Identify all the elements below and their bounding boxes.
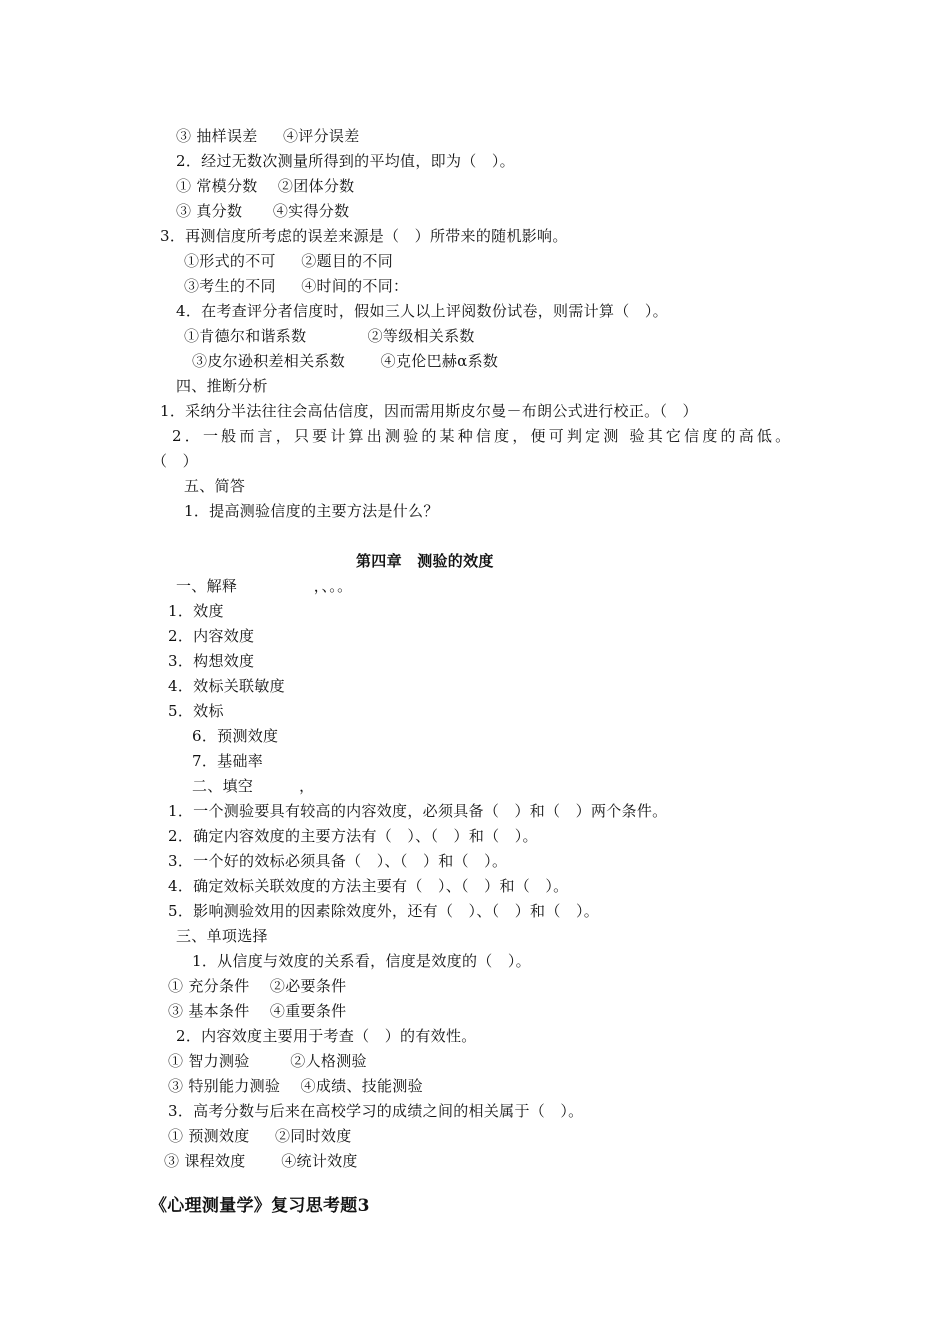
question-text: 4．在考查评分者信度时，假如三人以上评阅数份试卷，则需计算（ ）。 [176,302,668,320]
choice-options: ③ 抽样误差 ④评分误差 [176,127,360,145]
choice-options: ①形式的不可 ②题目的不同 [184,252,394,270]
question-text: 2．经过无数次测量所得到的平均值，即为（ ）。 [176,152,515,170]
document-title: 《心理测量学》复习思考题3 [150,1196,370,1216]
list-item: 2．内容效度 [168,627,255,645]
question-text: 1．采纳分半法往往会高估信度，因而需用斯皮尔曼－布朗公式进行校正。（ ） [160,402,698,420]
choice-options: ③ 真分数 ④实得分数 [176,202,350,220]
choice-options: ①肯德尔和谐系数 ②等级相关系数 [184,327,475,345]
choice-options: ① 预测效度 ②同时效度 [168,1127,352,1145]
question-text: 3．高考分数与后来在高校学习的成绩之间的相关属于（ ）。 [168,1102,584,1120]
question-text: 2．内容效度主要用于考查（ ）的有效性。 [176,1027,477,1045]
question-text: 1．提高测验信度的主要方法是什么？ [184,502,439,520]
list-item: 3．一个好的效标必须具备（ ）、（ ）和（ ）。 [168,852,508,870]
list-item: 3．构想效度 [168,652,255,670]
list-item: 4．效标关联敏度 [168,677,285,695]
list-item: 7．基础率 [192,752,264,770]
section-heading: 一、解释 ，、。。 [176,577,353,595]
list-item: 5．影响测验效用的因素除效度外，还有（ ）、（ ）和（ ）。 [168,902,600,920]
choice-options: ① 智力测验 ②人格测验 [168,1052,367,1070]
choice-options: ③考生的不同 ④时间的不同： [184,277,409,295]
question-text-continued: （ ） [152,452,198,470]
section-heading: 二、填空 ， [192,777,315,795]
choice-options: ③ 基本条件 ④重要条件 [168,1002,347,1020]
chapter-title: 第四章 测验的效度 [356,552,494,570]
question-text: 2．一般而言，只要计算出测验的某种信度，便可判定测 验其它信度的高低。 [172,427,794,445]
list-item: 6．预测效度 [192,727,279,745]
section-heading: 五、简答 [184,477,246,495]
section-heading: 四、推断分析 [176,377,268,395]
question-text: 1．从信度与效度的关系看，信度是效度的（ ）。 [192,952,531,970]
choice-options: ① 充分条件 ②必要条件 [168,977,347,995]
list-item: 4．确定效标关联效度的方法主要有（ ）、（ ）和（ ）。 [168,877,569,895]
list-item: 1．一个测验要具有较高的内容效度，必须具备（ ）和（ ）两个条件。 [168,802,668,820]
choice-options: ③ 课程效度 ④统计效度 [164,1152,358,1170]
list-item: 2．确定内容效度的主要方法有（ ）、（ ）和（ ）。 [168,827,538,845]
choice-options: ③ 特别能力测验 ④成绩、技能测验 [168,1077,423,1095]
list-item: 5．效标 [168,702,224,720]
choice-options: ① 常模分数 ②团体分数 [176,177,355,195]
choice-options: ③皮尔逊积差相关系数 ④克伦巴赫α系数 [192,352,499,370]
question-text: 3．再测信度所考虑的误差来源是（ ）所带来的随机影响。 [160,227,568,245]
list-item: 1．效度 [168,602,224,620]
section-heading: 三、单项选择 [176,927,268,945]
